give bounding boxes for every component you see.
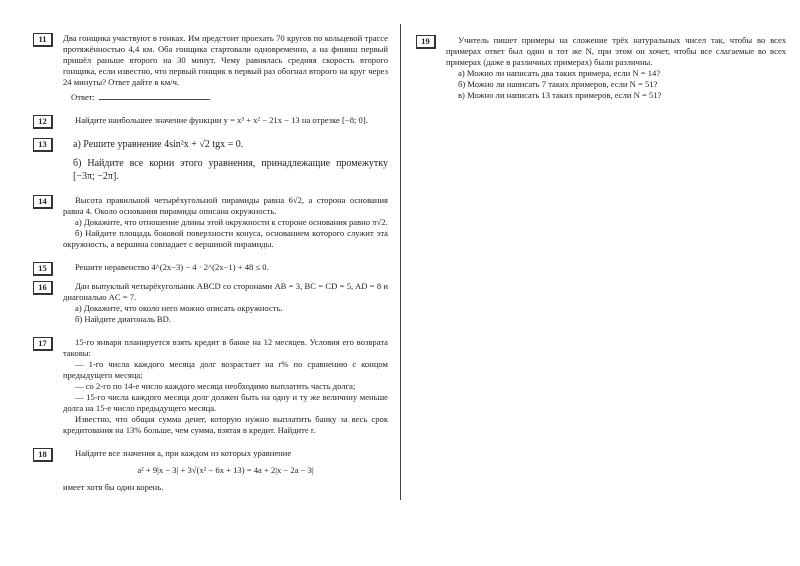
problem-11: 11 Два гонщика участвуют в гонках. Им предстоит проехать 70 кругов по кольцевой трассе протяжённостью 4,4 км. Оба гонщика стартовали одновременно, а на финиш первый пришёл раньше второго на 30 минут. Чему равнялась средняя скорость второго гонщика, если известно, что первый гонщик в первый раз обогнал второго на круг через 24 минуты? Ответ дайте в км/ч. Ответ: . [33, 33, 388, 103]
part-b: б) Найдите диагональ BD. [75, 314, 172, 324]
right-column [416, 35, 786, 113]
problem-13 [33, 138, 388, 183]
left-column [33, 33, 388, 505]
problem-text: Учитель пишет примеры на сложение трёх натуральных чисел так, чтобы во всех примерах ответ был один и тот же N, при этом он хочет, чтобы все слагаемые во всех примерах (даже в различных примерах) были различны. [446, 35, 786, 67]
problem-text: Высота правильной четырёхугольной пирамиды равна 6√2, а сторона основания равна 4. Около основания пирамиды описана окружность. [63, 195, 388, 216]
problem-14 [33, 195, 388, 250]
problem-text: 15-го января планируется взять кредит в банке на 12 месяцев. Условия его возврата таковы: [63, 337, 388, 358]
part-c: в) Можно ли написать 13 таких примеров, если N = 51? [458, 90, 662, 100]
problem-number: 18 [33, 448, 53, 462]
answer-label: Ответ: [71, 92, 95, 102]
problem-question: Известно, что общая сумма денег, которую нужно выплатить банку за весь срок кредитования на 13% больше, чем сумма, взятая в кредит. Найдите r. [63, 414, 388, 435]
problem-number: 12 [33, 115, 53, 129]
problem-text: Найдите все значения a, при каждом из которых уравнение [75, 448, 292, 458]
problem-number: 17 [33, 337, 53, 351]
problem-number: 13 [33, 138, 53, 152]
part-b: б) Найдите все корни этого уравнения, принадлежащие промежутку [−3π; −2π]. [73, 158, 388, 182]
problem-15 [33, 262, 388, 273]
part-a: а) Докажите, что около него можно описать окружность. [75, 303, 283, 313]
condition-1: — 1-го числа каждого месяца долг возрастает на r% по сравнению с концом предыдущего месяца; [63, 359, 388, 380]
problem-text: Два гонщика участвуют в гонках. Им предстоит проехать 70 кругов по кольцевой трассе протяжённостью 4,4 км. Оба гонщика стартовали одновременно, а на финиш первый пришёл раньше второго на 30 минут. Чему равнялась средняя скорость второго гонщика, если известно, что первый гонщик в первый раз обогнал второго на круг через 24 минуты? Ответ дайте в км/ч. [63, 33, 388, 87]
problem-number: 19 [416, 35, 436, 49]
problem-number: 14 [33, 195, 53, 209]
part-a: а) Решите уравнение 4sin²x + √2 tgx = 0. [73, 139, 244, 150]
problem-18 [33, 448, 388, 493]
condition-3: — 15-го числа каждого месяца долг должен быть на одну и ту же величину меньше долга на 15-е число предыдущего месяца. [63, 392, 388, 413]
problem-19 [416, 35, 786, 101]
problem-number: 11 [33, 33, 53, 47]
problem-text: Дан выпуклый четырёхугольник ABCD со сторонами AB = 3, BC = CD = 5, AD = 8 и диагональю AC = 7. [63, 281, 388, 302]
equation: a² + 9|x − 3| + 3√(x² − 6x + 13) = 4a + 2|x − 2a − 3| [137, 465, 314, 475]
problem-text: Решите неравенство 4^(2x−3) − 4 · 2^(2x−1) + 48 ≤ 0. [75, 262, 269, 272]
problem-number: 16 [33, 281, 53, 295]
part-a: а) Можно ли написать два таких примера, если N = 14? [458, 68, 661, 78]
problem-16 [33, 281, 388, 325]
problem-question: имеет хотя бы один корень. [63, 482, 164, 492]
part-a: а) Докажите, что отношение длины этой окружности к стороне основания равно π√2. [75, 217, 388, 227]
problem-number: 15 [33, 262, 53, 276]
answer-field[interactable] [99, 99, 209, 100]
part-b: б) Можно ли написать 7 таких примеров, если N = 51? [458, 79, 658, 89]
problem-text: Найдите наибольшее значение функции y = x³ + x² − 21x − 13 на отрезке [−8; 0]. [75, 115, 368, 125]
condition-2: — со 2-го по 14-е число каждого месяца необходимо выплатить часть долга; [75, 381, 356, 391]
column-divider [400, 24, 401, 500]
part-b: б) Найдите площадь боковой поверхности конуса, основанием которого служит эта окружность, а вершина совпадает с вершиной пирамиды. [63, 228, 388, 249]
problem-17 [33, 337, 388, 436]
problem-12 [33, 115, 388, 126]
